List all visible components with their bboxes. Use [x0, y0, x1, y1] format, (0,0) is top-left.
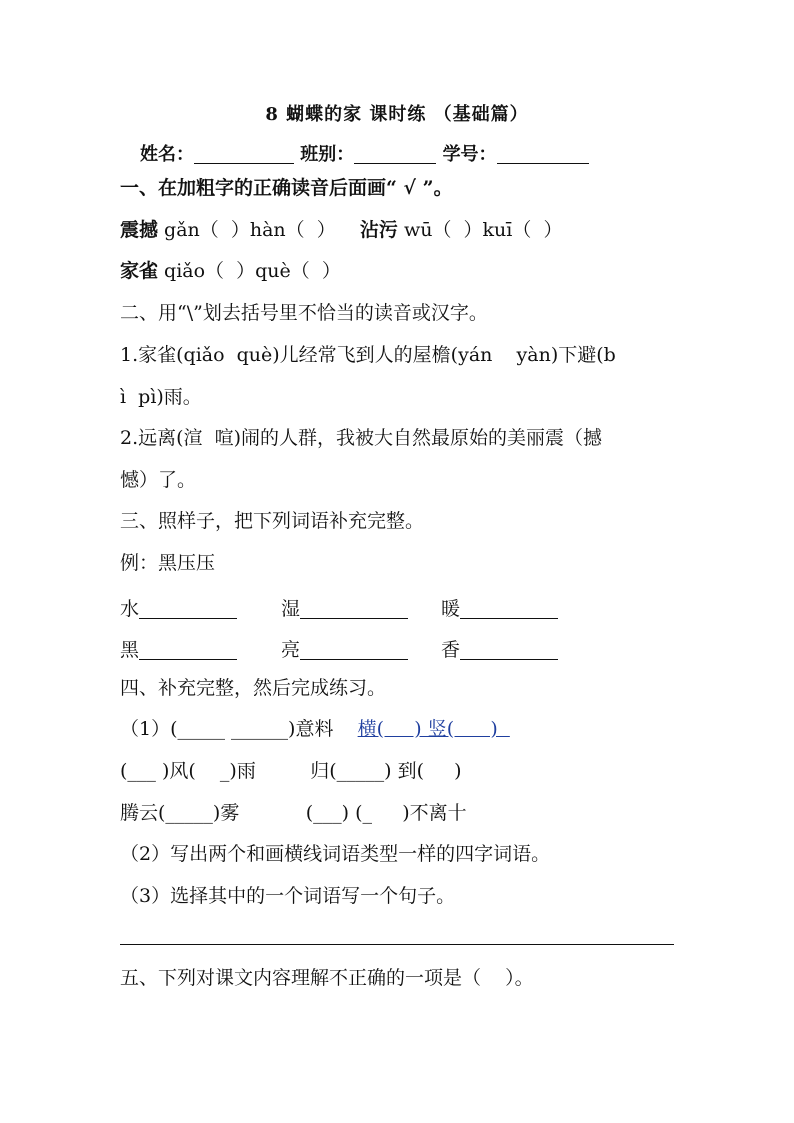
s1-word-2: 沾污	[359, 219, 398, 241]
section-2-heading: 二、用“\”划去括号里不恰当的读音或汉字。	[120, 302, 488, 324]
s2-q1-line-2: ì pì)雨。	[120, 386, 202, 408]
section-5-heading: 五、下列对课文内容理解不正确的一项是（ ）。	[120, 967, 534, 989]
s4-blank-group-1[interactable]: （1）(_____ ______)意料	[120, 718, 358, 740]
class-label: 班别：	[300, 144, 355, 165]
s3-blank[interactable]	[460, 641, 558, 660]
s3-example: 例：黑压压	[120, 552, 216, 574]
s3-char: 水	[120, 598, 140, 620]
class-blank[interactable]	[354, 145, 436, 164]
student-info-row	[140, 140, 589, 166]
s3-char: 暖	[441, 598, 461, 620]
s1-options-1[interactable]: gǎn（ ）hàn（ ）	[158, 219, 360, 241]
s3-blank[interactable]	[139, 600, 237, 619]
s2-q2-line-2: 憾）了。	[120, 469, 197, 491]
s1-row-1	[120, 218, 562, 242]
section-1-heading: 一、在加粗字的正确读音后面画“ √ ”。	[120, 177, 453, 199]
s1-word-1: 震撼	[120, 219, 159, 241]
s1-options-2[interactable]: wū（ ）kuī（ ）	[397, 219, 563, 241]
s3-blank[interactable]	[460, 600, 558, 619]
name-blank[interactable]	[194, 145, 294, 164]
s4-underlined-word[interactable]: 横( ) 竖( )	[357, 718, 510, 740]
s4-line-2[interactable]: (___ )风( _)雨 归(_____) 到( )	[120, 760, 462, 782]
s4-line-1	[120, 717, 510, 741]
page-title: 8 蝴蝶的家 课时练 （基础篇）	[265, 104, 529, 125]
s1-options-3[interactable]: qiǎo（ ）què（ ）	[158, 260, 341, 282]
s3-blank[interactable]	[300, 641, 408, 660]
number-blank[interactable]	[497, 145, 589, 164]
s4-question-3: （3）选择其中的一个词语写一个句子。	[120, 885, 456, 907]
s4-line-3[interactable]: 腾云(_____)雾 (___) (_ )不离十	[120, 802, 467, 824]
number-label: 学号：	[442, 144, 497, 165]
s3-blank[interactable]	[139, 641, 237, 660]
s3-item-6	[441, 635, 558, 662]
s3-item-5	[281, 635, 408, 662]
s3-char: 湿	[281, 598, 301, 620]
s4-question-2: （2）写出两个和画横线词语类型一样的四字词语。	[120, 843, 551, 865]
s3-char: 黑	[120, 639, 140, 661]
s2-q2-line-1: 2.远离(渲 喧)闹的人群，我被大自然最原始的美丽震（撼	[120, 427, 603, 449]
section-3-heading: 三、照样子，把下列词语补充完整。	[120, 510, 425, 532]
s1-row-2	[120, 259, 341, 283]
s3-item-1	[120, 594, 237, 621]
s3-item-3	[441, 594, 558, 621]
s3-char: 亮	[281, 639, 301, 661]
s3-char: 香	[441, 639, 461, 661]
answer-line[interactable]	[120, 944, 674, 945]
s3-item-4	[120, 635, 237, 662]
s2-q1-line-1: 1.家雀(qiǎo què)儿经常飞到人的屋檐(yán yàn)下避(b	[120, 344, 616, 366]
s3-item-2	[281, 594, 408, 621]
name-label: 姓名：	[140, 144, 194, 165]
s1-word-3: 家雀	[120, 260, 159, 282]
s3-blank[interactable]	[300, 600, 408, 619]
section-4-heading: 四、补充完整，然后完成练习。	[120, 677, 387, 699]
